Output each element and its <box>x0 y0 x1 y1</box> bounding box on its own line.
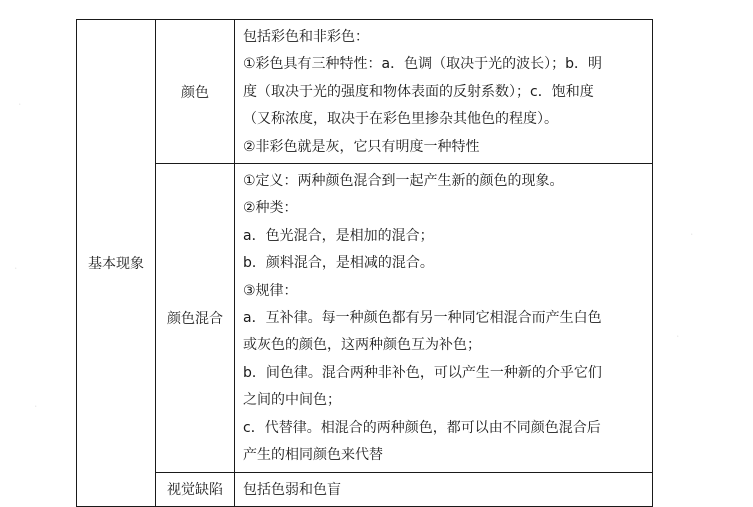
description-cell <box>235 472 653 506</box>
category-cell <box>77 20 156 507</box>
subcategory-cell <box>156 472 235 506</box>
description-line: 或灰色的颜色，这两种颜色互为补色； <box>243 337 481 354</box>
description-line: 包括彩色和非彩色： <box>243 29 369 45</box>
color-phenomena-table <box>76 19 653 507</box>
description-line: （又称浓度，取决于在彩色里掺杂其他色的程度）。 <box>243 111 558 128</box>
watermark-mark: · <box>13 261 20 276</box>
category-label: 基本现象 <box>88 255 144 272</box>
description-line: 产生的相同颜色来代替 <box>243 447 383 464</box>
subcategory-label: 颜色混合 <box>167 310 223 327</box>
table-row <box>77 164 653 472</box>
watermark-mark: · <box>17 97 24 112</box>
description-line: ①定义：两种颜色混合到一起产生新的颜色的现象。 <box>243 173 564 190</box>
description-line: c．代替律。相混合的两种颜色，都可以由不同颜色混合后 <box>243 419 601 436</box>
description-line: ②种类： <box>243 200 298 217</box>
description-line: a．色光混合，是相加的混合； <box>243 227 434 244</box>
subcategory-label: 颜色 <box>181 84 209 101</box>
subcategory-label: 视觉缺陷 <box>167 482 223 499</box>
description-line: b．颜料混合，是相减的混合。 <box>243 255 434 272</box>
description-line: b．间色律。混合两种非补色，可以产生一种新的介乎它们 <box>243 364 602 381</box>
description-cell <box>235 164 653 472</box>
table-row <box>77 20 653 164</box>
table-row <box>77 472 653 506</box>
description-line: a．互补律。每一种颜色都有另一种同它相混合而产生白色 <box>243 310 602 327</box>
watermark-mark: · <box>689 227 696 242</box>
description-line: 包括色弱和色盲 <box>243 481 341 498</box>
description-line: 之间的中间色； <box>243 392 341 409</box>
description-line: 度（取决于光的强度和物体表面的反射系数）；c．饱和度 <box>243 83 594 100</box>
subcategory-cell <box>156 20 235 164</box>
description-line: ①彩色具有三种特性：a．色调（取决于光的波长）；b．明 <box>243 56 603 73</box>
description-line: ③规律： <box>243 282 298 299</box>
subcategory-cell <box>156 164 235 472</box>
description-cell <box>235 20 653 164</box>
description-line: ②非彩色就是灰，它只有明度一种特性 <box>243 138 480 155</box>
watermark-mark: · <box>33 399 40 414</box>
watermark-mark: · <box>675 329 682 344</box>
